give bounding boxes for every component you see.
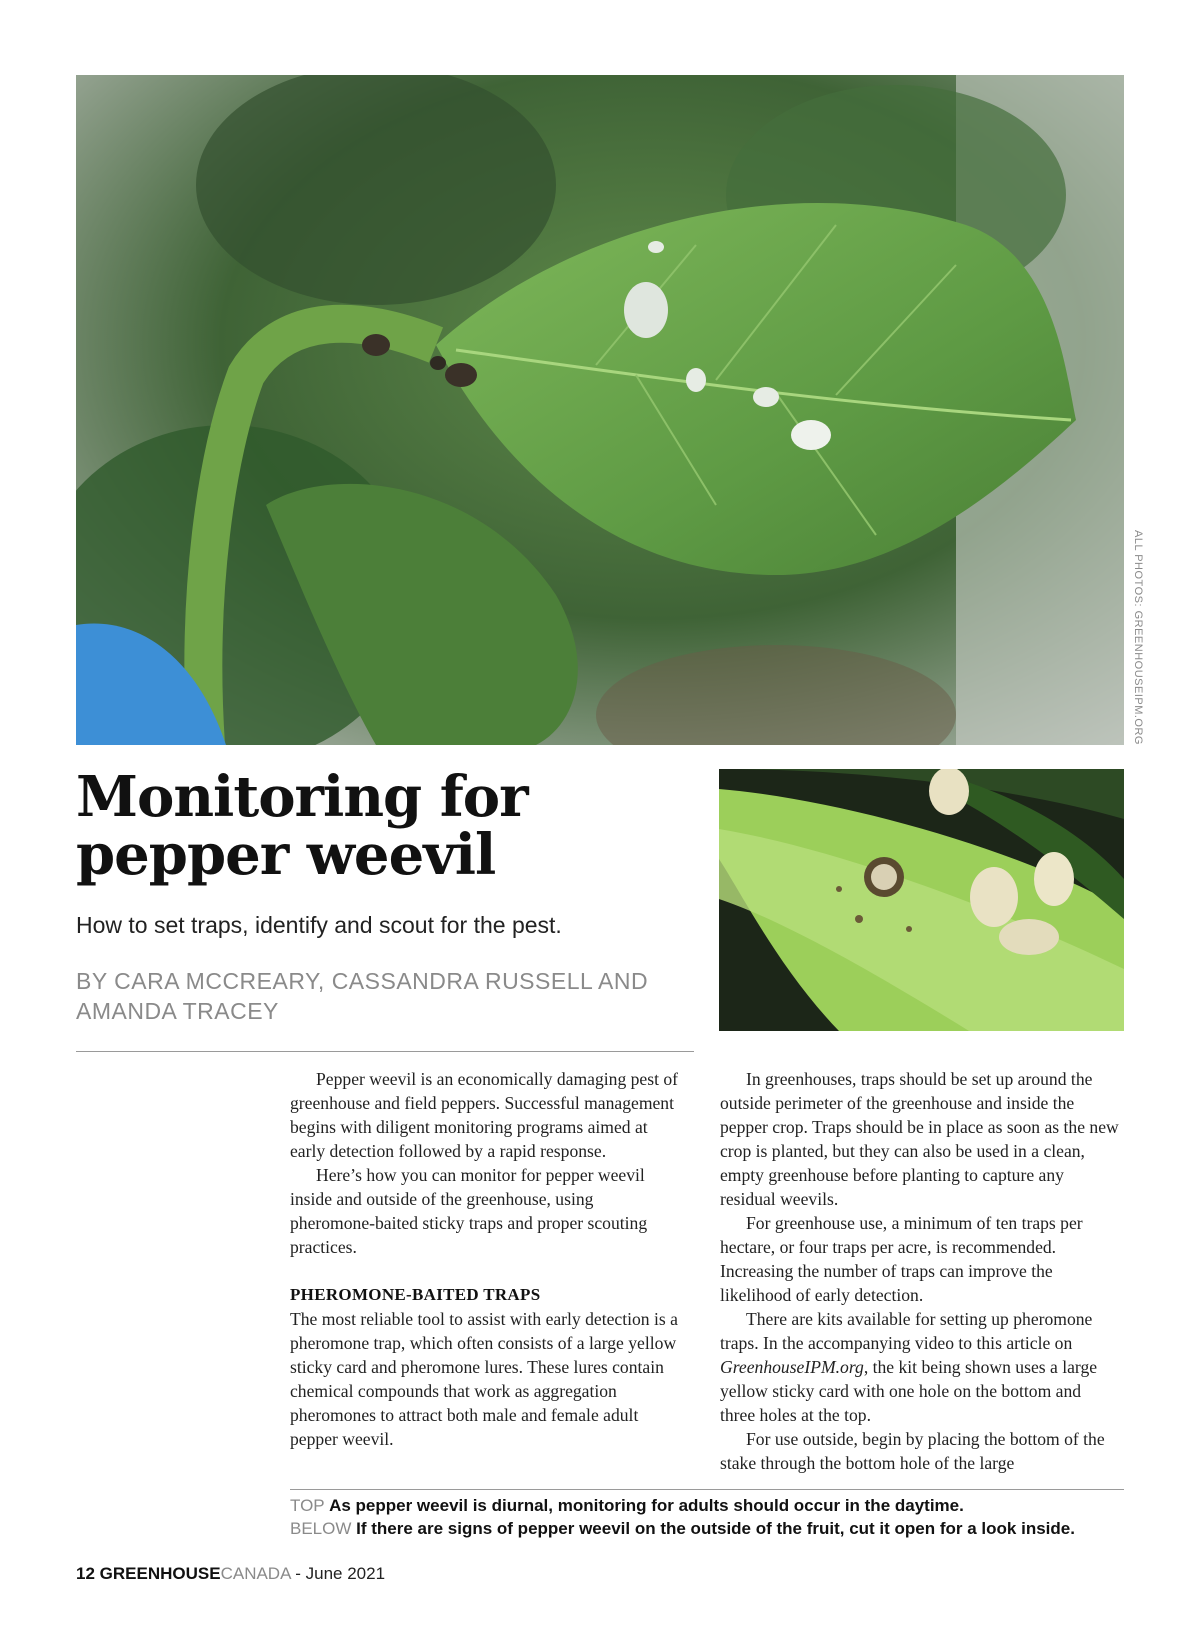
article-subtitle: How to set traps, identify and scout for the pest.: [76, 912, 562, 938]
issue-date: - June 2021: [295, 1564, 386, 1583]
caption-below: [290, 1517, 1124, 1540]
article-title: Monitoring for pepper weevil: [76, 764, 528, 888]
paragraph: For use outside, begin by placing the bottom of the stake through the bottom hole of the large: [720, 1429, 1105, 1473]
title-divider: [76, 1051, 694, 1052]
caption-tag: BELOW: [290, 1519, 352, 1538]
caption-tag: TOP: [290, 1496, 325, 1515]
publication-name: GREENHOUSE: [99, 1564, 221, 1583]
caption-top: [290, 1494, 1124, 1517]
hero-photo: [76, 75, 1124, 745]
page-footer: [76, 1564, 385, 1584]
page-number: 12: [76, 1564, 95, 1583]
paragraph: Pepper weevil is an economically damaging pest of greenhouse and field peppers. Successful management begins with diligent monitoring programs aimed at early detection followed by a rapid response.: [290, 1069, 679, 1161]
section-heading: PHEROMONE-BAITED TRAPS: [290, 1285, 541, 1304]
photo-credit: ALL PHOTOS: GREENHOUSEIPM.ORG: [1132, 530, 1144, 745]
paragraph: [720, 1307, 1120, 1427]
caption-divider: [290, 1489, 1124, 1490]
body-column-1: [290, 1067, 680, 1451]
website-link[interactable]: GreenhouseIPM.org: [720, 1357, 864, 1377]
article-byline: BY CARA MCCREARY, CASSANDRA RUSSELL AND AMANDA TRACEY: [76, 968, 649, 1024]
paragraph: For greenhouse use, a minimum of ten traps per hectare, or four traps per acre, is recommended. Increasing the number of traps can improve the likelihood of early detection.: [720, 1213, 1083, 1305]
caption-text: As pepper weevil is diurnal, monitoring for adults should occur in the daytime.: [329, 1496, 964, 1515]
body-column-2: [720, 1067, 1120, 1475]
inset-photo: [719, 769, 1124, 1031]
photo-captions: [290, 1494, 1124, 1540]
paragraph-text: , the kit being shown uses a large yellow sticky card with one hole on the bottom and three holes at the top.: [720, 1357, 1098, 1425]
publication-name-suffix: CANADA: [220, 1564, 291, 1583]
cut-pepper-larva-illustration: [719, 769, 1124, 1031]
pepper-leaf-weevil-illustration: [76, 75, 1124, 745]
paragraph: Here’s how you can monitor for pepper weevil inside and outside of the greenhouse, using pheromone-baited sticky traps and proper scouting practices.: [290, 1165, 648, 1257]
paragraph: The most reliable tool to assist with early detection is a pheromone trap, which often consists of a large yellow sticky card and pheromone lures. These lures contain chemical compounds that work as aggregation pheromones to attract both male and female adult pepper weevil.: [290, 1309, 678, 1449]
paragraph-text: There are kits available for setting up pheromone traps. In the accompanying video to this article on: [720, 1309, 1093, 1353]
caption-text: If there are signs of pepper weevil on the outside of the fruit, cut it open for a look inside.: [356, 1519, 1075, 1538]
paragraph: In greenhouses, traps should be set up around the outside perimeter of the greenhouse and inside the pepper crop. Traps should be in place as soon as the new crop is planted, but they can also be used in a clean, empty greenhouse before planting to capture any residual weevils.: [720, 1069, 1119, 1209]
